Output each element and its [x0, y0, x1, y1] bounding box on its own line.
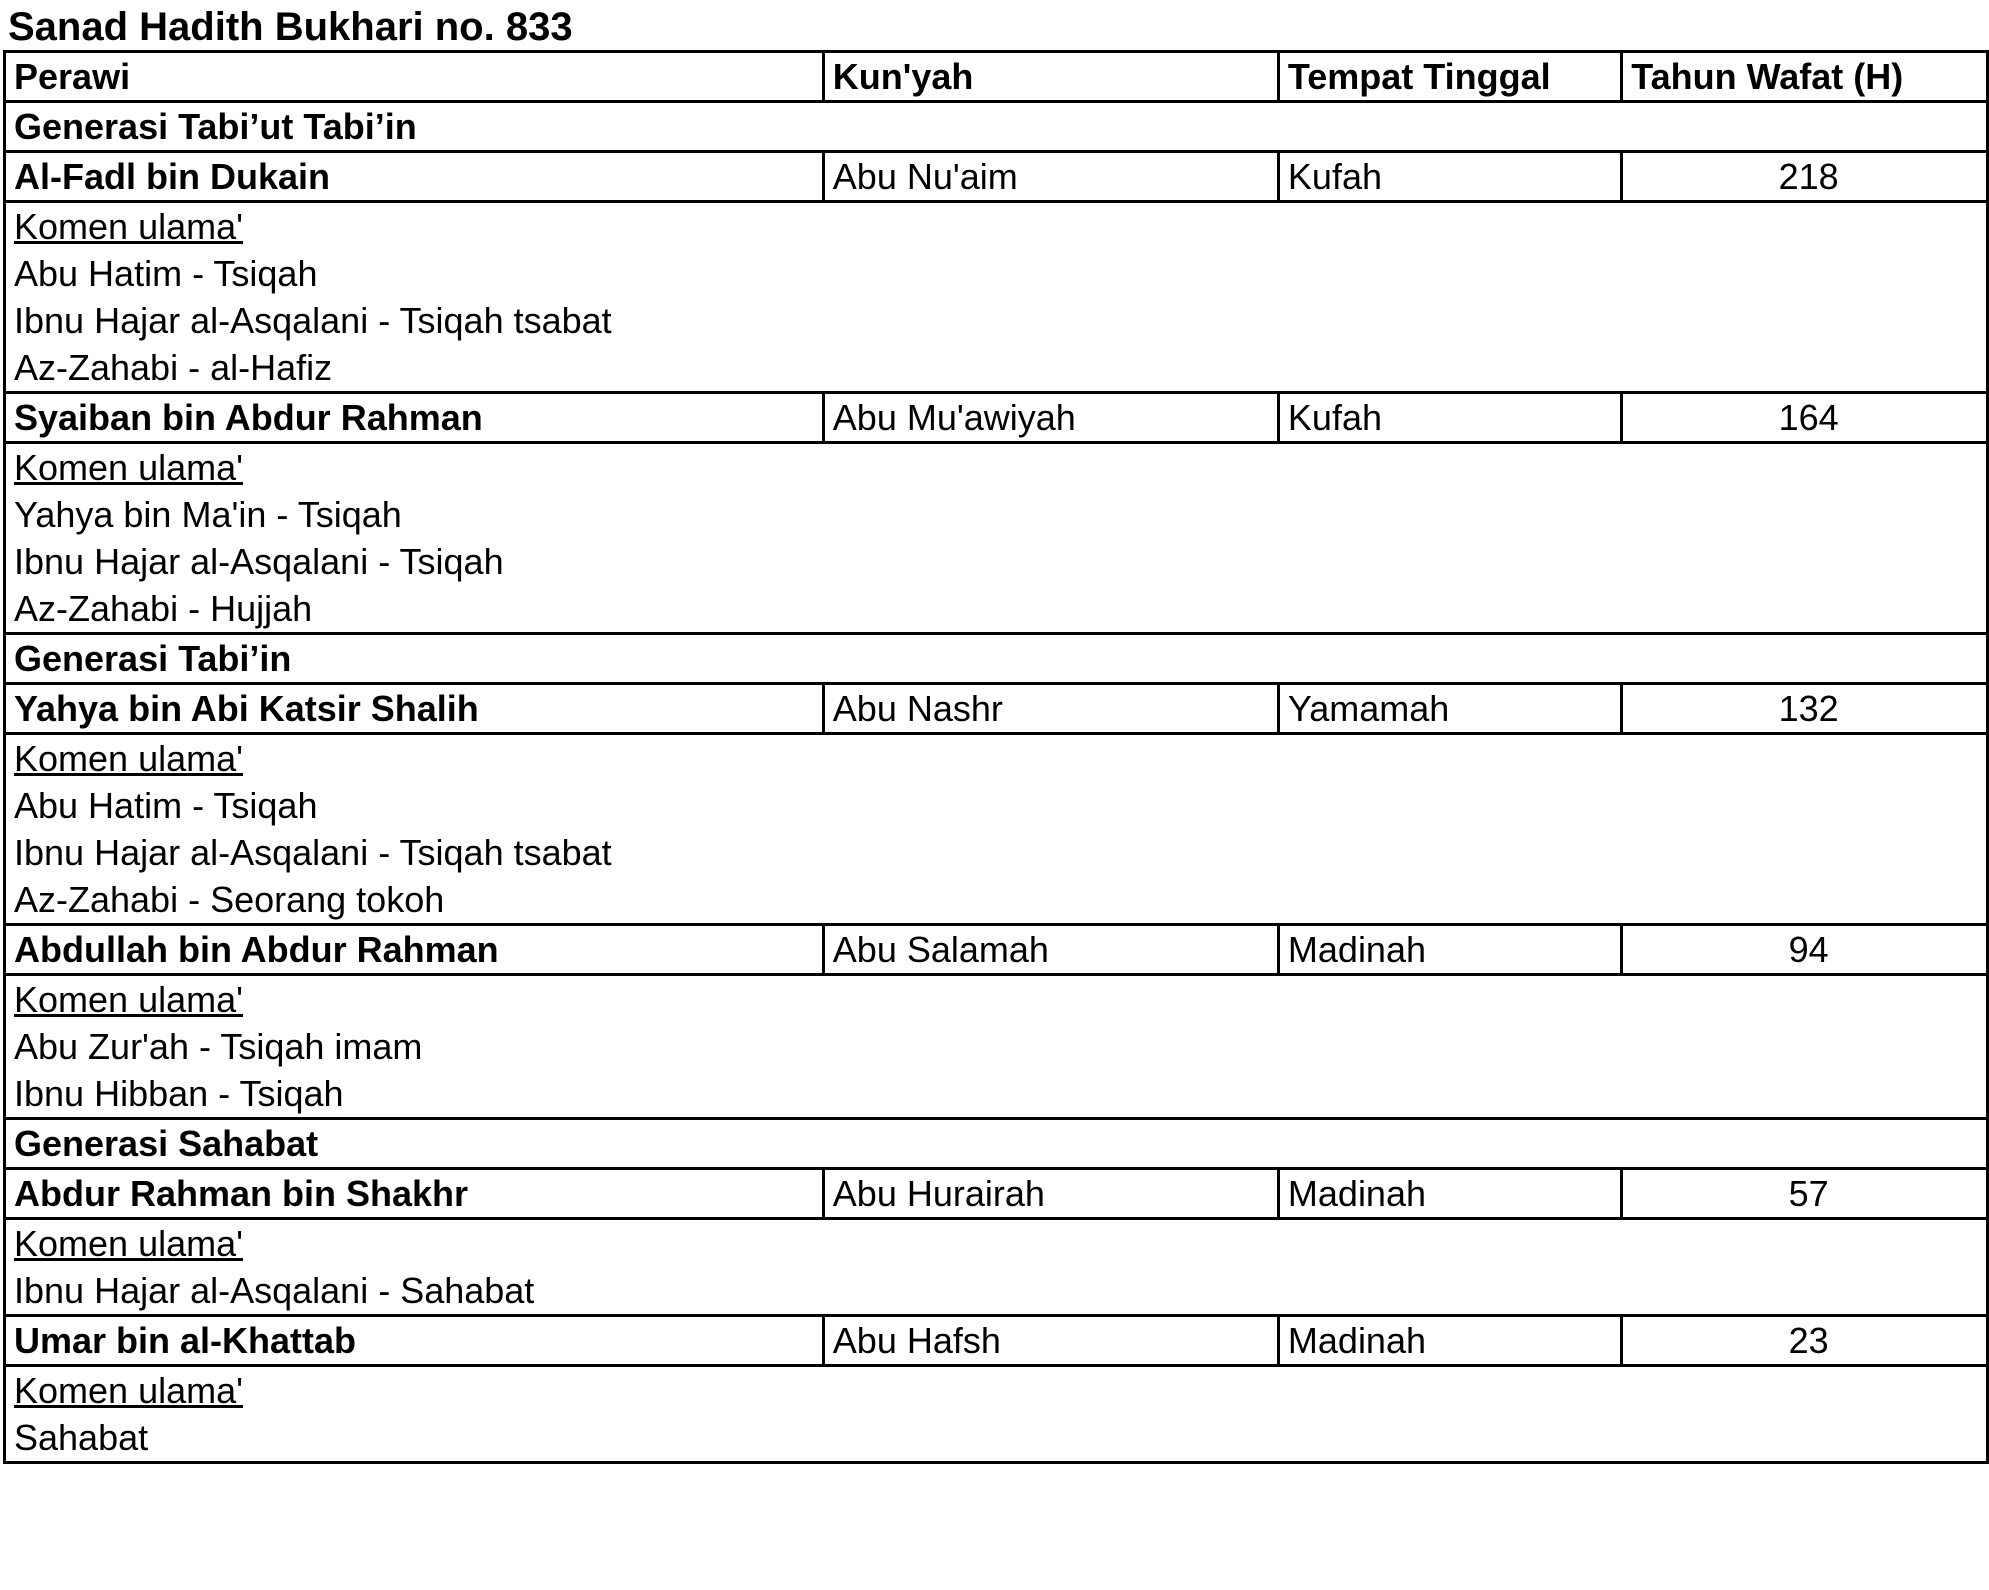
page-title: Sanad Hadith Bukhari no. 833 — [8, 5, 573, 49]
narrator-tahun-wafat: 164 — [1622, 393, 1988, 443]
comment-line: Abu Hatim - Tsiqah — [14, 785, 318, 826]
narrator-tempat-tinggal: Kufah — [1278, 152, 1621, 202]
narrator-tempat-tinggal: Yamamah — [1278, 684, 1621, 734]
generation-label: Generasi Sahabat — [5, 1119, 1988, 1169]
narrator-kunyah: Abu Salamah — [823, 925, 1278, 975]
sanad-table — [3, 50, 1989, 1464]
narrator-tempat-tinggal: Madinah — [1278, 1169, 1621, 1219]
narrator-row — [5, 684, 1988, 734]
narrator-row — [5, 152, 1988, 202]
comment-heading: Komen ulama' — [14, 206, 243, 247]
comment-line: Abu Zur'ah - Tsiqah imam — [14, 1026, 423, 1067]
narrator-tahun-wafat: 218 — [1622, 152, 1988, 202]
narrator-row — [5, 1169, 1988, 1219]
generation-row — [5, 102, 1988, 152]
narrator-kunyah: Abu Mu'awiyah — [823, 393, 1278, 443]
generation-label: Generasi Tabi’in — [5, 634, 1988, 684]
narrator-name: Umar bin al-Khattab — [5, 1316, 824, 1366]
header-row — [5, 52, 1988, 102]
comments-cell — [5, 734, 1988, 925]
comments-cell — [5, 1219, 1988, 1316]
narrator-kunyah: Abu Hafsh — [823, 1316, 1278, 1366]
header-tahun-wafat: Tahun Wafat (H) — [1622, 52, 1988, 102]
comments-row — [5, 443, 1988, 634]
comments-row — [5, 1219, 1988, 1316]
comment-line: Ibnu Hajar al-Asqalani - Tsiqah tsabat — [14, 832, 612, 873]
narrator-tempat-tinggal: Kufah — [1278, 393, 1621, 443]
generation-label: Generasi Tabi’ut Tabi’in — [5, 102, 1988, 152]
narrator-name: Yahya bin Abi Katsir Shalih — [5, 684, 824, 734]
header-perawi: Perawi — [5, 52, 824, 102]
comment-line: Az-Zahabi - Hujjah — [14, 588, 313, 629]
narrator-kunyah: Abu Nashr — [823, 684, 1278, 734]
comment-line: Yahya bin Ma'in - Tsiqah — [14, 494, 402, 535]
comment-line: Sahabat — [14, 1417, 149, 1458]
narrator-kunyah: Abu Nu'aim — [823, 152, 1278, 202]
narrator-tempat-tinggal: Madinah — [1278, 1316, 1621, 1366]
header-tempat-tinggal: Tempat Tinggal — [1278, 52, 1621, 102]
narrator-tahun-wafat: 57 — [1622, 1169, 1988, 1219]
comment-heading: Komen ulama' — [14, 1223, 243, 1264]
comments-row — [5, 202, 1988, 393]
generation-row — [5, 634, 1988, 684]
narrator-row — [5, 393, 1988, 443]
comment-heading: Komen ulama' — [14, 738, 243, 779]
comment-heading: Komen ulama' — [14, 979, 243, 1020]
comments-row — [5, 734, 1988, 925]
sanad-table-body — [5, 52, 1988, 1463]
comments-cell — [5, 975, 1988, 1119]
comments-row — [5, 1366, 1988, 1463]
narrator-row — [5, 1316, 1988, 1366]
narrator-tahun-wafat: 23 — [1622, 1316, 1988, 1366]
narrator-name: Syaiban bin Abdur Rahman — [5, 393, 824, 443]
comments-cell — [5, 202, 1988, 393]
narrator-row — [5, 925, 1988, 975]
comment-line: Ibnu Hajar al-Asqalani - Tsiqah — [14, 541, 504, 582]
narrator-kunyah: Abu Hurairah — [823, 1169, 1278, 1219]
comments-row — [5, 975, 1988, 1119]
narrator-tahun-wafat: 132 — [1622, 684, 1988, 734]
comment-line: Az-Zahabi - Seorang tokoh — [14, 879, 445, 920]
comments-cell — [5, 1366, 1988, 1463]
comment-line: Ibnu Hajar al-Asqalani - Sahabat — [14, 1270, 535, 1311]
narrator-tempat-tinggal: Madinah — [1278, 925, 1621, 975]
comment-line: Abu Hatim - Tsiqah — [14, 253, 318, 294]
narrator-name: Abdur Rahman bin Shakhr — [5, 1169, 824, 1219]
comment-heading: Komen ulama' — [14, 1370, 243, 1411]
comment-heading: Komen ulama' — [14, 447, 243, 488]
narrator-name: Abdullah bin Abdur Rahman — [5, 925, 824, 975]
comment-line: Ibnu Hajar al-Asqalani - Tsiqah tsabat — [14, 300, 612, 341]
header-kunyah: Kun'yah — [823, 52, 1278, 102]
generation-row — [5, 1119, 1988, 1169]
comment-line: Az-Zahabi - al-Hafiz — [14, 347, 333, 388]
comment-line: Ibnu Hibban - Tsiqah — [14, 1073, 344, 1114]
narrator-tahun-wafat: 94 — [1622, 925, 1988, 975]
comments-cell — [5, 443, 1988, 634]
narrator-name: Al-Fadl bin Dukain — [5, 152, 824, 202]
